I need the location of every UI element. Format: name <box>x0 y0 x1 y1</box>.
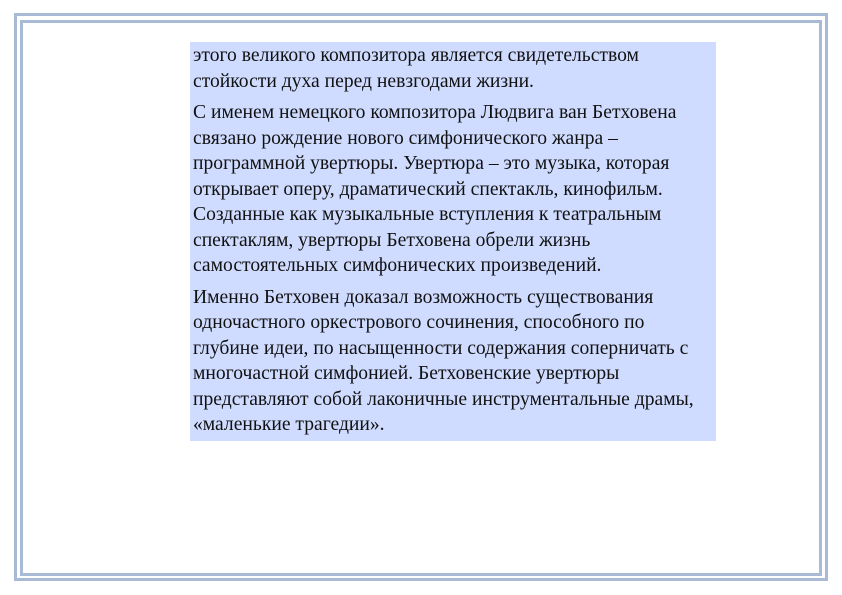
paragraph-2: С именем немецкого композитора Людвига ван Бетховена связано рождение нового симфонического жанра – программной увертюры. Увертюра – это музыка, которая открывает оперу, драматический спектакль, кинофильм. Созданные как музыкальные вступления к театральным спектаклям, увертюры Бетховена обрели жизнь самостоятельных симфонических произведений. <box>193 102 677 276</box>
paragraph-3: Именно Бетховен доказал возможность существования одночастного оркестрового сочинения, способного по глубине идеи, по насыщенности содержания соперничать с многочастной симфонией. Бетховенские увертюры представляют собой лаконичные инструментальные драмы, «маленькие трагедии». <box>193 286 694 435</box>
paragraph-1: этого великого композитора является свидетельством стойкости духа перед невзгодами жизни. <box>193 45 639 92</box>
text-block <box>190 42 716 441</box>
